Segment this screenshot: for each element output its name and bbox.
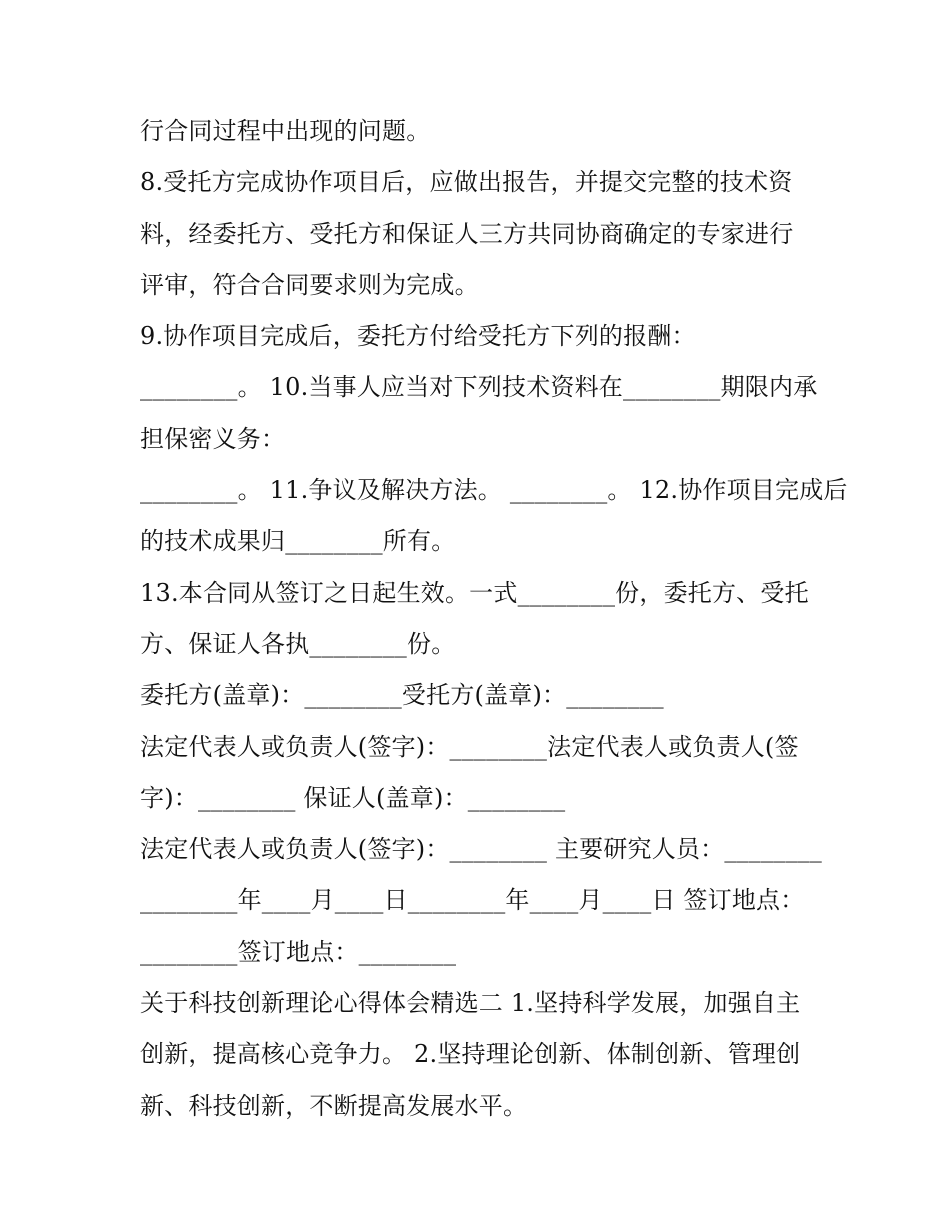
text-line: 创新，提高核心竞争力。 2.坚持理论创新、体制创新、管理创 — [140, 1040, 801, 1069]
text-line: 评审，符合合同要求则为完成。 — [140, 270, 479, 299]
text-line: 新、科技创新，不断提高发展水平。 — [140, 1091, 528, 1120]
text-line: 方、保证人各执________份。 — [140, 629, 456, 658]
date-line: ________年____月____日________年____月____日 签订地点： — [140, 886, 805, 915]
text-line: ________。 10.当事人应当对下列技术资料在________期限内承 — [140, 373, 818, 402]
text-line: ________。 11.争议及解决方法。 ________。 12.协作项目完成后 — [140, 476, 848, 505]
signature-line: ________签订地点：________ — [140, 937, 457, 966]
document-body — [140, 106, 848, 1132]
text-line: 8.受托方完成协作项目后，应做出报告，并提交完整的技术资 — [140, 168, 793, 197]
text-line: 担保密义务： — [140, 424, 286, 453]
text-line: 关于科技创新理论心得体会精选二 1.坚持科学发展，加强自主 — [140, 989, 801, 1018]
text-line: 料，经委托方、受托方和保证人三方共同协商确定的专家进行 — [140, 219, 794, 248]
signature-line: 委托方(盖章)：________受托方(盖章)：________ — [140, 681, 664, 710]
signature-line: 法定代表人或负责人(签字)：________法定代表人或负责人(签 — [140, 732, 799, 761]
text-line: 的技术成果归________所有。 — [140, 527, 456, 556]
text-line: 13.本合同从签订之日起生效。一式________份，委托方、受托 — [140, 578, 809, 607]
signature-line: 法定代表人或负责人(签字)：________ 主要研究人员：________ — [140, 835, 822, 864]
signature-line: 字)：________ 保证人(盖章)：________ — [140, 783, 566, 812]
text-line: 9.协作项目完成后，委托方付给受托方下列的报酬： — [140, 322, 696, 351]
text-line: 行合同过程中出现的问题。 — [140, 117, 431, 145]
